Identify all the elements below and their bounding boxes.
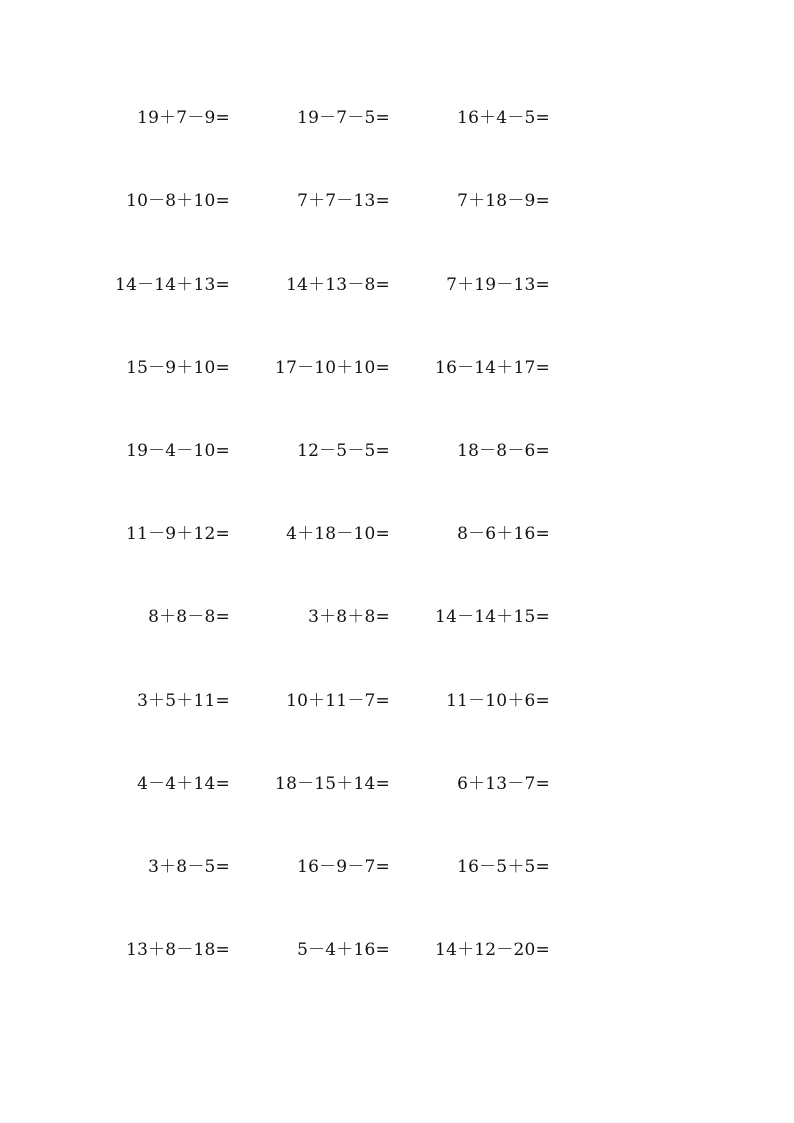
math-problem: 5－4＋16=: [297, 940, 390, 960]
problem-row: [0, 353, 794, 383]
math-problem: 16－14＋17=: [435, 358, 550, 378]
problem-row: [0, 686, 794, 716]
math-problem: 19＋7－9=: [137, 108, 230, 128]
math-problem: 3＋8－5=: [148, 857, 230, 877]
problem-row: [0, 103, 794, 133]
problem-row: [0, 769, 794, 799]
math-problem: 15－9＋10=: [126, 358, 230, 378]
problem-row: [0, 186, 794, 216]
math-problem: 7＋18－9=: [457, 191, 550, 211]
math-problem: 14－14＋15=: [435, 607, 550, 627]
math-problem: 3＋8＋8=: [308, 607, 390, 627]
math-problem: 16＋4－5=: [457, 108, 550, 128]
math-problem: 4＋18－10=: [286, 524, 390, 544]
math-problem: 13＋8－18=: [126, 940, 230, 960]
math-problem: 11－10＋6=: [446, 691, 550, 711]
math-problem: 14＋13－8=: [286, 275, 390, 295]
math-problem: 16－5＋5=: [457, 857, 550, 877]
problem-row: [0, 519, 794, 549]
math-problem: 14＋12－20=: [435, 940, 550, 960]
math-problem: 14－14＋13=: [115, 275, 230, 295]
math-problem: 4－4＋14=: [137, 774, 230, 794]
math-problem: 7＋7－13=: [297, 191, 390, 211]
math-problem: 6＋13－7=: [457, 774, 550, 794]
math-problem: 18－8－6=: [457, 441, 550, 461]
math-problem: 7＋19－13=: [446, 275, 550, 295]
math-problem: 18－15＋14=: [275, 774, 390, 794]
math-problem: 8＋8－8=: [148, 607, 230, 627]
problem-row: [0, 935, 794, 965]
problem-row: [0, 436, 794, 466]
problem-row: [0, 270, 794, 300]
math-problem: 10－8＋10=: [126, 191, 230, 211]
math-problem: 11－9＋12=: [126, 524, 230, 544]
math-problem: 16－9－7=: [297, 857, 390, 877]
math-problem: 8－6＋16=: [457, 524, 550, 544]
math-problem: 3＋5＋11=: [137, 691, 230, 711]
math-problem: 19－7－5=: [297, 108, 390, 128]
problem-row: [0, 602, 794, 632]
math-problem: 17－10＋10=: [275, 358, 390, 378]
math-problem: 12－5－5=: [297, 441, 390, 461]
math-problem: 19－4－10=: [126, 441, 230, 461]
problem-row: [0, 852, 794, 882]
math-problem: 10＋11－7=: [286, 691, 390, 711]
